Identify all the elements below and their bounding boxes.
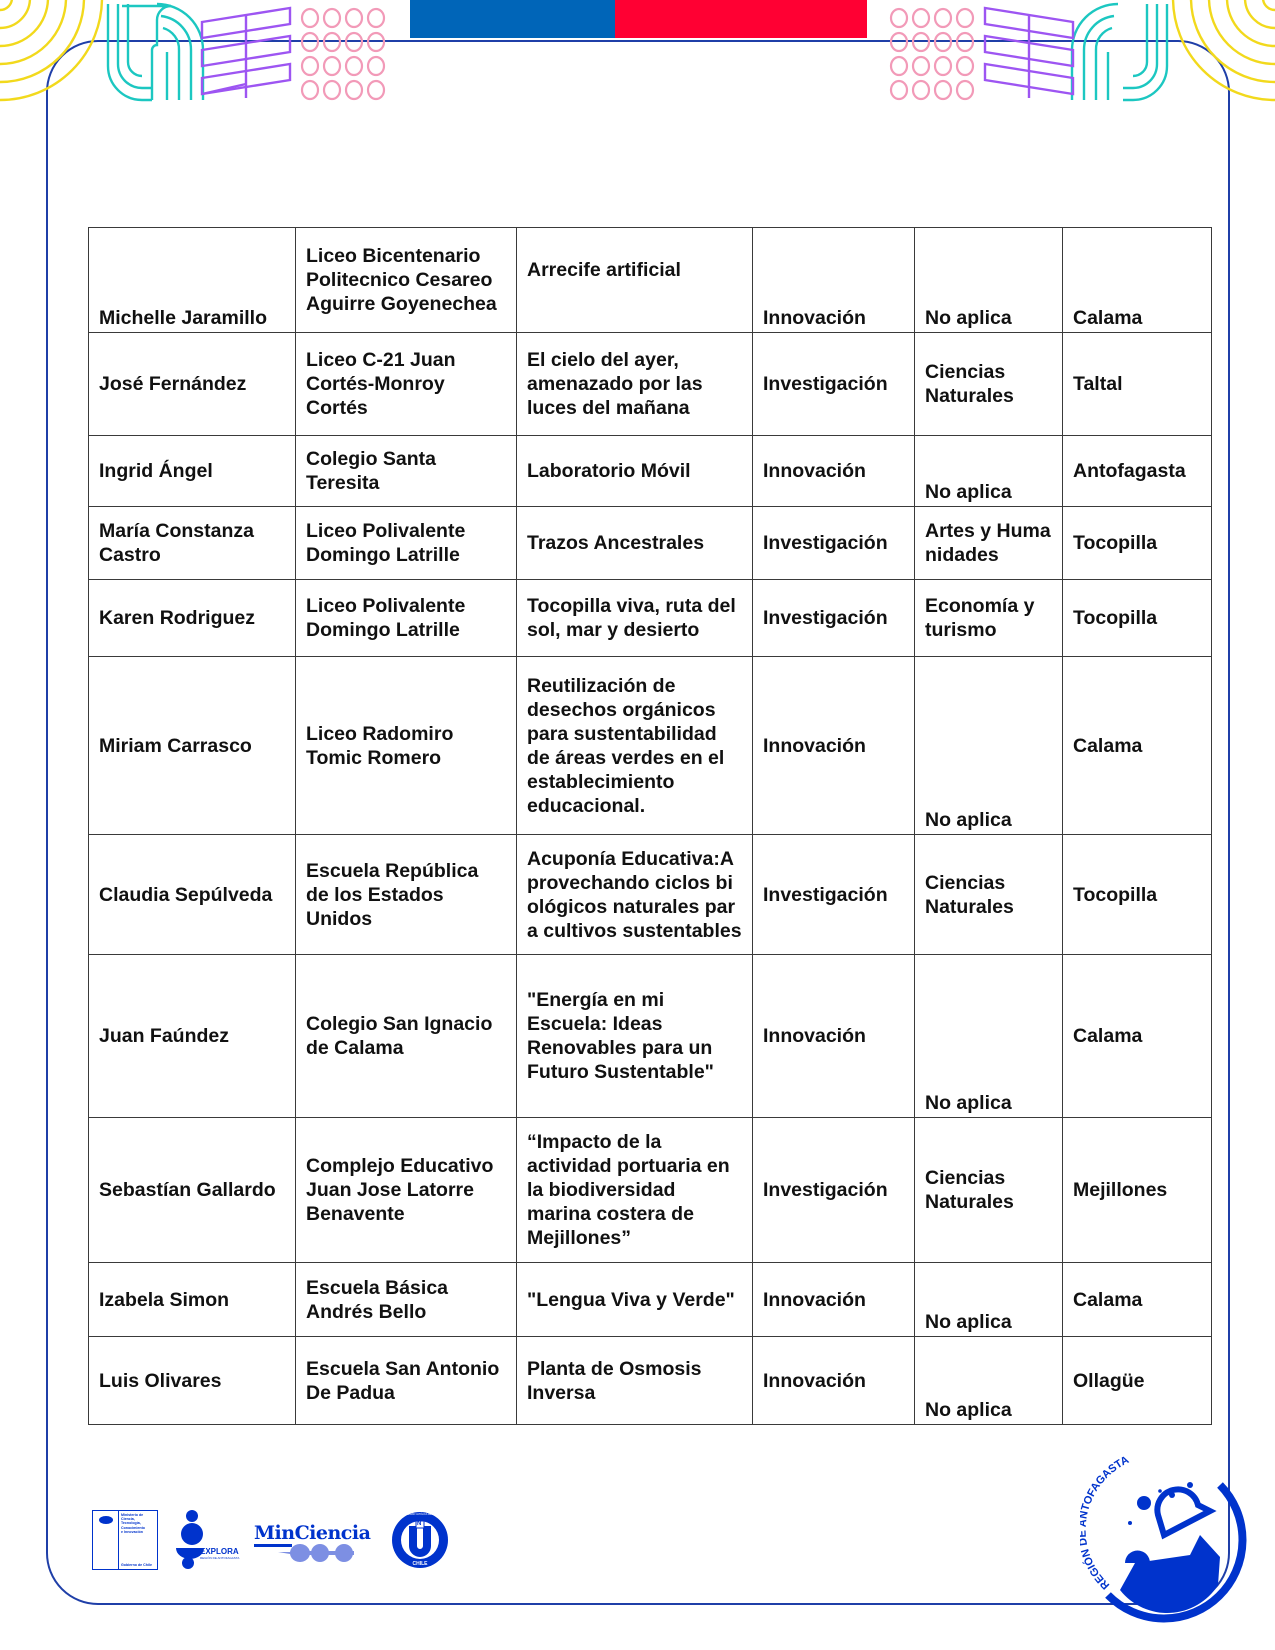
cell-school: Liceo C-21 Juan Cortés-Monroy Cortés (296, 333, 517, 436)
cell-city: Ollagüe (1063, 1337, 1212, 1425)
cell-name: María Constanza Castro (89, 507, 296, 580)
cell-school: Escuela Básica Andrés Bello (296, 1263, 517, 1337)
cell-name: José Fernández (89, 333, 296, 436)
cell-area: No aplica (915, 1263, 1063, 1337)
cell-project: Reutilización de desechos orgánicos para sustentabilidad de áreas verdes en el establecimiento educacional. (517, 657, 753, 835)
cell-project: Laboratorio Móvil (517, 436, 753, 507)
explora-logo (174, 1510, 238, 1570)
observatory-badge-icon (1080, 1455, 1250, 1625)
cell-category: Investigación (753, 333, 915, 436)
cell-school: Escuela República de los Estados Unidos (296, 835, 517, 955)
cell-city: Tocopilla (1063, 580, 1212, 657)
ucn-bottom-text: CHILE (412, 1561, 428, 1567)
cell-school: Complejo Educativo Juan Jose Latorre Benavente (296, 1118, 517, 1263)
table-row (89, 333, 1212, 436)
cell-area: No aplica (915, 1337, 1063, 1425)
badge-ring-text: REGIÓN TOFAGASTA (1080, 1455, 1132, 1592)
ucn-letter: N (417, 1521, 422, 1527)
cell-project: Acuponía Educativa:Aprovechando ciclos biológicos naturales para cultivos sustentables (517, 835, 753, 955)
table-row (89, 228, 1212, 333)
cell-area: Ciencias Naturales (915, 835, 1063, 955)
explora-figure-icon (174, 1510, 204, 1570)
cell-category: Innovación (753, 657, 915, 835)
cell-area: Artes y Humanidades (915, 507, 1063, 580)
cell-category: Innovación (753, 1337, 915, 1425)
cell-city: Tocopilla (1063, 507, 1212, 580)
pink-circles-icon (891, 9, 973, 99)
table-row (89, 1263, 1212, 1337)
cell-name: Juan Faúndez (89, 955, 296, 1118)
table-row (89, 955, 1212, 1118)
cell-category: Innovación (753, 955, 915, 1118)
cell-school: Colegio Santa Teresita (296, 436, 517, 507)
cell-name: Sebastían Gallardo (89, 1118, 296, 1263)
cell-area: No aplica (915, 228, 1063, 333)
explora-subtitle: REGIÓN DE ANTOFAGASTA (200, 1556, 240, 1560)
cell-school: Liceo Polivalente Domingo Latrille (296, 507, 517, 580)
header-decoration-left (0, 0, 400, 105)
cell-project: Arrecife artificial (517, 228, 753, 333)
cell-project: Tocopilla viva, ruta del sol, mar y desierto (517, 580, 753, 657)
ministry-line: Conocimiento (121, 1525, 145, 1530)
teal-lines-icon (108, 4, 203, 100)
header-decoration-right (875, 0, 1275, 105)
cell-name: Michelle Jaramillo (89, 228, 296, 333)
cell-project: El cielo del ayer, amenazado por las luces del mañana (517, 333, 753, 436)
cell-city: Mejillones (1063, 1118, 1212, 1263)
cell-area: Economía y turismo (915, 580, 1063, 657)
ministry-logo (92, 1510, 158, 1570)
cell-name: Izabela Simon (89, 1263, 296, 1337)
region-antofagasta-badge (1080, 1455, 1250, 1630)
cell-area: Ciencias Naturales (915, 1118, 1063, 1263)
cell-name: Miriam Carrasco (89, 657, 296, 835)
cell-project: Planta de Osmosis Inversa (517, 1337, 753, 1425)
minciencia-logo (254, 1510, 374, 1570)
table-row (89, 657, 1212, 835)
pink-circles-icon (302, 9, 384, 99)
cell-name: Ingrid Ángel (89, 436, 296, 507)
table-row (89, 835, 1212, 955)
cell-project: “Impacto de la actividad portuaria en la biodiversidad marina costera de Mejillones” (517, 1118, 753, 1263)
cell-city: Calama (1063, 657, 1212, 835)
ucn-ring-text: UNIVERSIDAD CATÓLICA DEL NORTE (398, 1513, 442, 1516)
table-row (89, 436, 1212, 507)
cell-school: Liceo Bicentenario Politecnico Cesareo Aguirre Goyenechea (296, 228, 517, 333)
svg-text:REGIÓN DE ANTOFAGASTA (1080, 1455, 1131, 1591)
cell-city: Antofagasta (1063, 436, 1212, 507)
table-row (89, 1337, 1212, 1425)
cell-category: Investigación (753, 835, 915, 955)
teal-lines-icon (1072, 4, 1167, 100)
table-row (89, 580, 1212, 657)
ministry-line: Ministerio de (121, 1513, 144, 1517)
cell-name: Claudia Sepúlveda (89, 835, 296, 955)
ministry-line: e Innovación (121, 1529, 143, 1534)
cell-area: Ciencias Naturales (915, 333, 1063, 436)
cell-city: Calama (1063, 955, 1212, 1118)
cell-project: Trazos Ancestrales (517, 507, 753, 580)
table-row (89, 1118, 1212, 1263)
cell-area: No aplica (915, 955, 1063, 1118)
purple-parallelograms-icon (985, 8, 1073, 98)
ucn-logo (390, 1510, 450, 1570)
cell-category: Investigación (753, 507, 915, 580)
cell-project: "Lengua Viva y Verde" (517, 1263, 753, 1337)
cell-name: Luis Olivares (89, 1337, 296, 1425)
yellow-arcs-icon (1173, 0, 1275, 100)
minciencia-waves-icon (254, 1544, 374, 1574)
flag-bar-blue (410, 0, 615, 38)
cell-area: No aplica (915, 436, 1063, 507)
cell-school: Liceo Polivalente Domingo Latrille (296, 580, 517, 657)
cell-school: Escuela San Antonio De Padua (296, 1337, 517, 1425)
explora-title: EXPLORA (200, 1547, 239, 1556)
cell-name: Karen Rodriguez (89, 580, 296, 657)
cell-city: Calama (1063, 228, 1212, 333)
cell-category: Investigación (753, 1118, 915, 1263)
ministry-line: Tecnología, (121, 1521, 141, 1526)
minciencia-text: MinCiencia (254, 1522, 371, 1544)
cell-category: Innovación (753, 436, 915, 507)
cell-city: Calama (1063, 1263, 1212, 1337)
cell-category: Investigación (753, 580, 915, 657)
cell-city: Taltal (1063, 333, 1212, 436)
cell-city: Tocopilla (1063, 835, 1212, 955)
cell-school: Colegio San Ignacio de Calama (296, 955, 517, 1118)
footer-logos (92, 1500, 450, 1580)
cell-school: Liceo Radomiro Tomic Romero (296, 657, 517, 835)
yellow-arcs-icon (0, 0, 102, 100)
cell-category: Innovación (753, 1263, 915, 1337)
ministry-footer: Gobierno de Chile (121, 1562, 152, 1567)
cell-area: No aplica (915, 657, 1063, 835)
ministry-line: Ciencia, (121, 1517, 135, 1522)
participants-table (88, 227, 1212, 1425)
cell-category: Innovación (753, 228, 915, 333)
cell-project: "Energía en mi Escuela: Ideas Renovables para un Futuro Sustentable" (517, 955, 753, 1118)
flag-bar-red (615, 0, 867, 38)
coat-of-arms-icon (93, 1511, 119, 1569)
purple-parallelograms-icon (202, 8, 290, 98)
table-row (89, 507, 1212, 580)
